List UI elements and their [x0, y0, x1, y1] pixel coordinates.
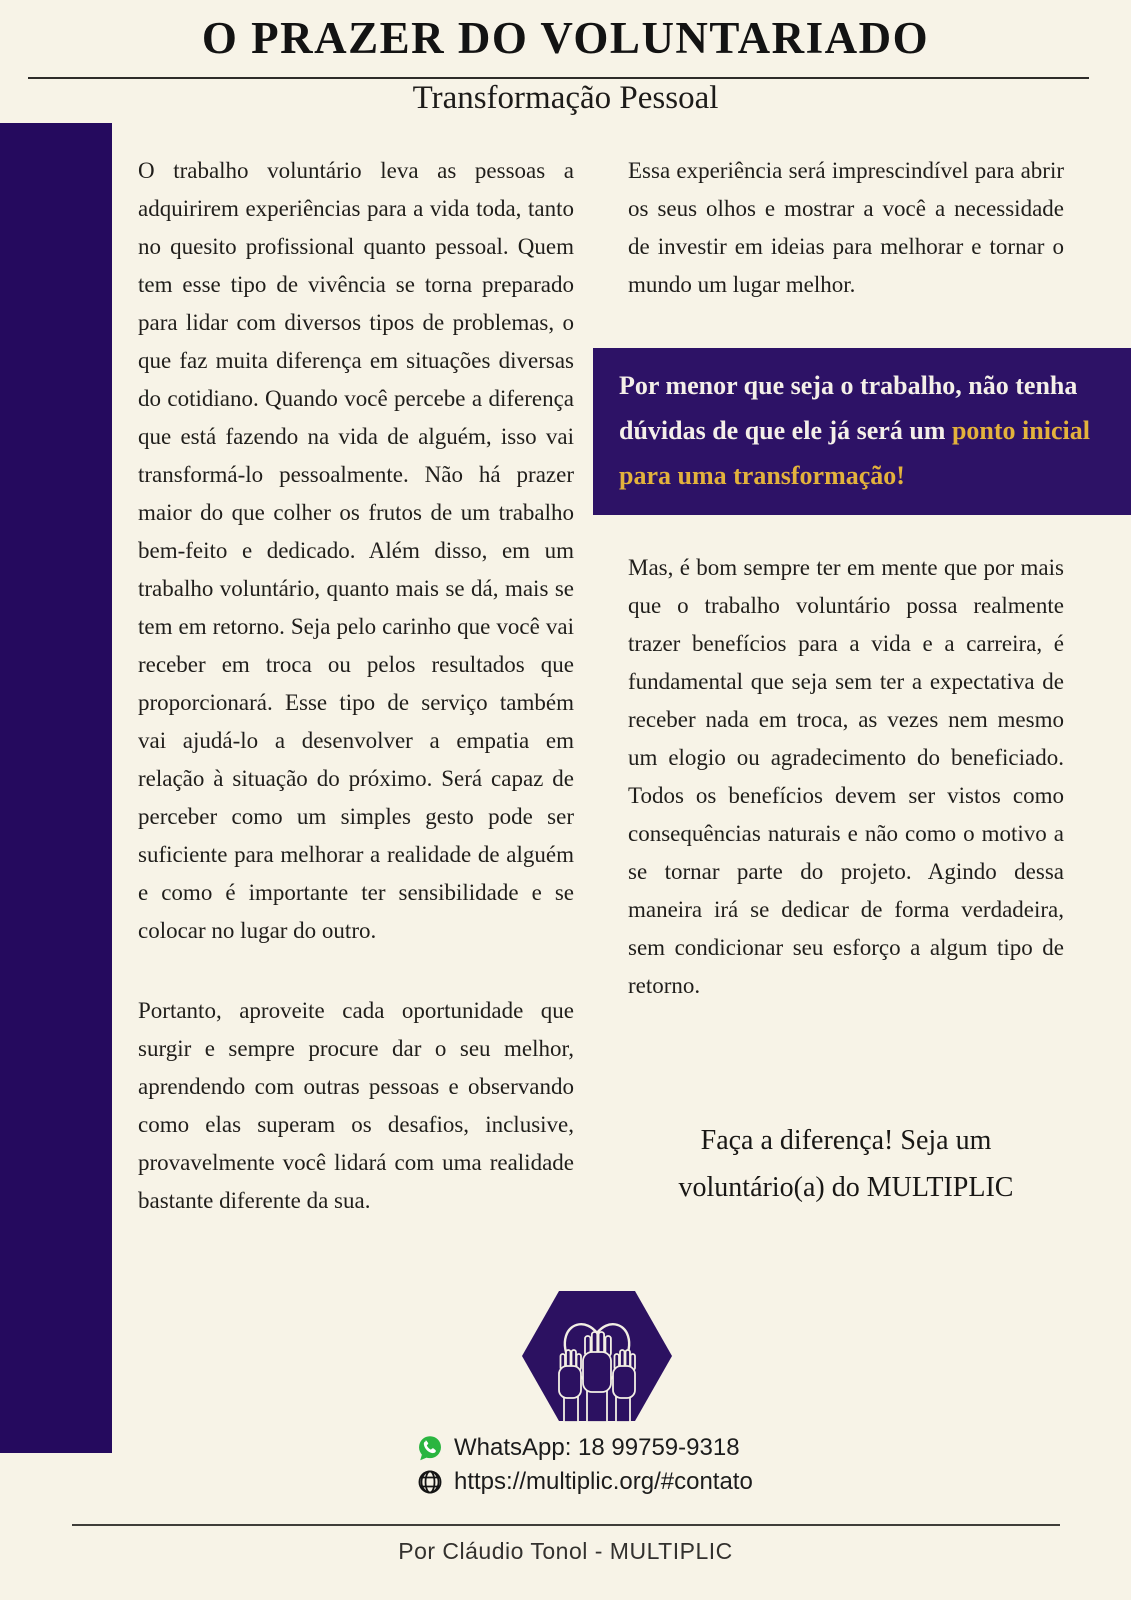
footer-divider — [72, 1524, 1060, 1526]
highlight-text-accent: ponto inicial para uma transformação! — [619, 416, 1090, 490]
author-credit: Por Cláudio Tonol - MULTIPLIC — [398, 1538, 733, 1564]
globe-icon — [417, 1469, 443, 1495]
highlight-text: Por menor que seja o trabalho, não tenha dúvidas de que ele já será um — [619, 371, 1078, 445]
title-divider — [28, 77, 1089, 79]
raised-hand-center-icon — [583, 1332, 611, 1422]
contact-whatsapp — [417, 1434, 753, 1462]
right-column — [619, 152, 1090, 1211]
whatsapp-icon — [417, 1435, 443, 1461]
paragraph-take-opportunities: Portanto, aproveite cada oportunidade que surgir e sempre procure dar o seu melhor, aprendendo com outras pessoas e observando como elas superam os desafios, inclusive, provavelmente você lidará com uma realidade bastante diferente da sua. — [138, 998, 574, 1213]
paragraph-essential-experience: Essa experiência será imprescindível para abrir os seus olhos e mostrar a você a necessidade de investir em ideias para melhorar e tornar o mundo um lugar melhor. — [628, 158, 1064, 297]
paragraph-volunteer-experience: O trabalho voluntário leva as pessoas a adquirirem experiências para a vida toda, tanto no quesito profissional quanto pessoal. Quem tem esse tipo de vivência se torna preparado para lidar com diversos tipos de problemas, o que faz muita diferença em situações diversas do cotidiano. Quando você percebe a diferença que está fazendo na vida de alguém, isso vai transformá-lo pessoalmente. Não há prazer maior do que colher os frutos de um trabalho bem-feito e dedicado. Além disso, em um trabalho voluntário, quanto mais se dá, mais se tem em retorno. Seja pelo carinho que você vai receber em troca ou pelos resultados que proporcionará. Esse tipo de serviço também vai ajudá-lo a desenvolver a empatia em relação à situação do próximo. Será capaz de perceber como um simples gesto pode ser suficiente para melhorar a realidade de alguém e como é importante ter sensibilidade e se colocar no lugar do outro. — [138, 158, 574, 943]
paragraph-no-expectations: Mas, é bom sempre ter em mente que por mais que o trabalho voluntário possa realmente trazer benefícios para a vida e a carreira, é fundamental que seja sem ter a expectativa de receber nada em troca, as vezes nem mesmo um elogio ou agradecimento do beneficiado. Todos os benefícios devem ser vistos como consequências naturais e não como o motivo a se tornar parte do projeto. Agindo dessa maneira irá se dedicar de forma verdadeira, sem condicionar seu esforço a algum tipo de retorno. — [628, 555, 1064, 998]
page-title: O PRAZER DO VOLUNTARIADO — [201, 13, 930, 63]
left-column — [138, 152, 574, 1220]
multiplic-logo — [521, 1290, 673, 1422]
contact-website — [417, 1468, 753, 1496]
contact-block — [417, 1434, 753, 1502]
side-accent-bar — [0, 123, 112, 1453]
whatsapp-number: WhatsApp: 18 99759-9318 — [454, 1434, 740, 1461]
page-subtitle: Transformação Pessoal — [412, 80, 719, 116]
website-link[interactable]: https://multiplic.org/#contato — [454, 1468, 753, 1495]
cta-text: Faça a diferença! Seja um voluntário(a) do MULTIPLIC — [678, 1125, 1014, 1203]
hands-heart-hexagon-icon — [521, 1290, 673, 1422]
highlight-banner — [593, 348, 1131, 515]
